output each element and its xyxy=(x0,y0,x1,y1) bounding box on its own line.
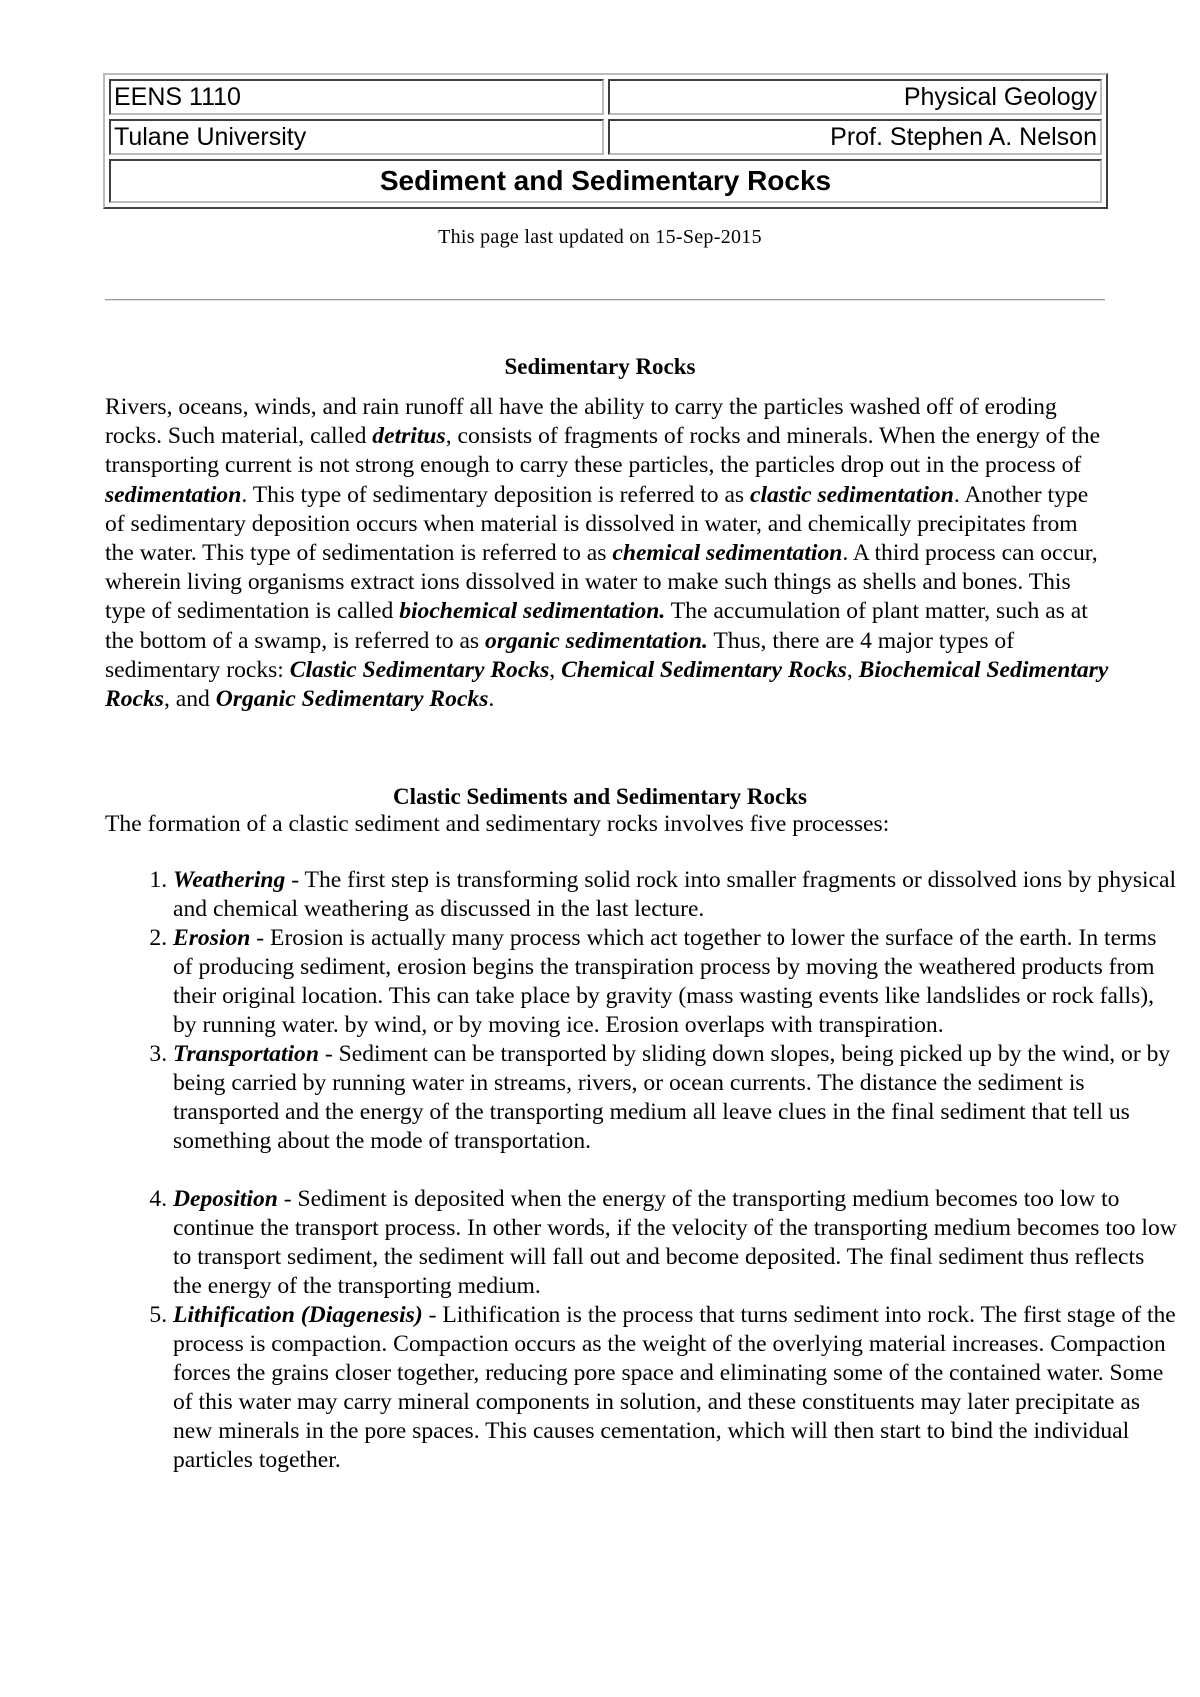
term-sedimentation: sedimentation xyxy=(105,481,242,508)
professor-name: Prof. Stephen A. Nelson xyxy=(608,119,1103,155)
last-updated-note: This page last updated on 15-Sep-2015 xyxy=(438,226,762,248)
list-item: 5. Lithification (Diagenesis) - Lithification is the process that turns sediment into rock. The first stage of the process is compaction. Compaction occurs as the weight of the overlying material increases. Compaction forces the grains closer together, reducing pore space and eliminating some of the contained water. Some of this water may carry mineral components in solution, and these constituents may later precipitate as new minerals in the pore spaces. This causes cementation, which will then start to bind the individual particles together. xyxy=(173,1301,1178,1475)
list-item: 2. Erosion - Erosion is actually many process which act together to lower the surface of the earth. In terms of producing sediment, erosion begins the transpiration process by moving the weathered products from their original location. This can take place by gravity (mass wasting events like landslides or rock falls), by running water. by wind, or by moving ice. Erosion overlaps with transpiration. xyxy=(173,924,1178,1040)
step-term: Deposition xyxy=(173,1186,278,1212)
step-term: Transportation xyxy=(173,1041,319,1067)
step-term: Erosion xyxy=(173,925,251,951)
section-heading-sedimentary-rocks: Sedimentary Rocks xyxy=(504,354,696,379)
term-biochemical-sedimentation: biochemical sedimentation. xyxy=(399,598,666,625)
course-subject: Physical Geology xyxy=(608,79,1103,115)
term-clastic-sedimentary-rocks: Clastic Sedimentary Rocks xyxy=(289,656,550,683)
term-organic-sedimentation: organic sedimentation. xyxy=(485,627,708,654)
header-table xyxy=(103,73,1108,209)
list-item: 1. Weathering - The first step is transforming solid rock into smaller fragments or dissolved ions by physical and chemical weathering as discussed in the last lecture. xyxy=(173,866,1178,924)
term-clastic-sedimentation: clastic sedimentation xyxy=(750,481,954,508)
process-list xyxy=(105,866,1178,1475)
term-detritus: detritus xyxy=(372,423,446,450)
horizontal-rule xyxy=(105,299,1105,301)
term-biochemical-sedimentary-rocks: Biochemical Sedimentary Rocks xyxy=(105,656,1109,713)
clastic-intro: The formation of a clastic sediment and sedimentary rocks involves five processes: xyxy=(105,811,890,837)
page-title: Sediment and Sedimentary Rocks xyxy=(109,159,1102,203)
course-code: EENS 1110 xyxy=(109,79,604,115)
section-heading-clastic: Clastic Sediments and Sedimentary Rocks xyxy=(392,784,807,809)
term-chemical-sedimentary-rocks: Chemical Sedimentary Rocks xyxy=(561,656,847,683)
step-term: Lithification (Diagenesis) xyxy=(173,1302,423,1328)
term-chemical-sedimentation: chemical sedimentation xyxy=(612,540,843,567)
intro-paragraph: Rivers, oceans, winds, and rain runoff all have the ability to carry the particles washed off of eroding rocks. Such material, called detritus, consists of fragments of rocks and minerals. When the energy of the transporting current is not strong enough to carry these particles, the particles drop out in the process of sedimentation. This type of sedimentary deposition is referred to as clastic sedimentation. Another type of sedimentary deposition occurs when material is dissolved in water, and chemically precipitates from the water. This type of sedimentation is referred to as chemical sedimentation. A third process can occur, wherein living organisms extract ions dissolved in water to make such things as shells and bones. This type of sedimentation is called biochemical sedimentation. The accumulation of plant matter, such as at the bottom of a swamp, is referred to as organic sedimentation. Thus, there are 4 major types of sedimentary rocks: Clastic Sedimentary Rocks, Chemical Sedimentary Rocks, Biochemical Sedimentary Rocks, and Organic Sedimentary Rocks. xyxy=(105,394,1109,713)
university-name: Tulane University xyxy=(109,119,604,155)
step-term: Weathering xyxy=(173,867,286,893)
list-item: 4. Deposition - Sediment is deposited when the energy of the transporting medium becomes too low to continue the transport process. In other words, if the velocity of the transporting medium becomes too low to transport sediment, the sediment will fall out and become deposited. The final sediment thus reflects the energy of the transporting medium. xyxy=(173,1185,1178,1301)
term-organic-sedimentary-rocks: Organic Sedimentary Rocks xyxy=(215,686,489,713)
list-item: 3. Transportation - Sediment can be transported by sliding down slopes, being picked up by the wind, or by being carried by running water in streams, rivers, or ocean currents. The distance the sediment is transported and the energy of the transporting medium all leave clues in the final sediment that tell us something about the mode of transportation. xyxy=(173,1040,1178,1156)
